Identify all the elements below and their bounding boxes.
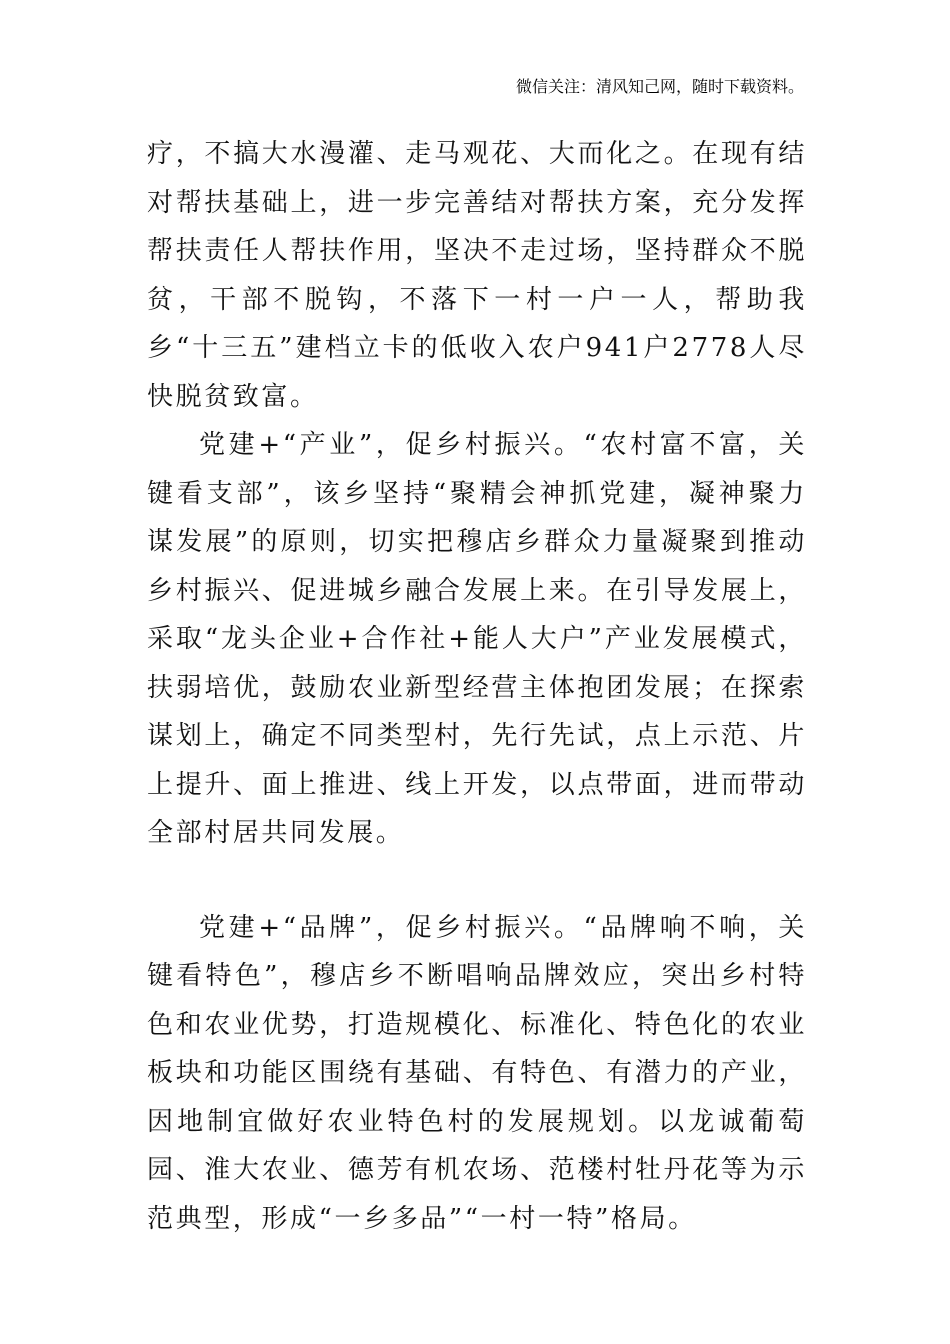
paragraph-gap <box>147 858 807 904</box>
document-body <box>147 130 807 1243</box>
paragraph-party-building-industry: 党建+“产业”，促乡村振兴。“农村富不富，关键看支部”，该乡坚持“聚精会神抓党建，凝神聚力谋发展”的原则，切实把穆店乡群众力量凝聚到推动乡村振兴、促进城乡融合发展上来。在引导发展上，采取“龙头企业+合作社+能人大户”产业发展模式，扶弱培优，鼓励农业新型经营主体抱团发展；在探索谋划上，确定不同类型村，先行先试，点上示范、片上提升、面上推进、线上开发，以点带面，进而带动全部村居共同发展。 <box>147 430 807 848</box>
paragraph-poverty-assistance: 疗，不搞大水漫灌、走马观花、大而化之。在现有结对帮扶基础上，进一步完善结对帮扶方案，充分发挥帮扶责任人帮扶作用，坚决不走过场，坚持群众不脱贫，干部不脱钩，不落下一村一户一人，帮助我乡“十三五”建档立卡的低收入农户941户2778人尽快脱贫致富。 <box>147 139 807 412</box>
paragraph-party-building-brand: 党建+“品牌”，促乡村振兴。“品牌响不响，关键看特色”，穆店乡不断唱响品牌效应，突出乡村特色和农业优势，打造规模化、标准化、特色化的农业板块和功能区围绕有基础、有特色、有潜力的产业，因地制宜做好农业特色村的发展规划。以龙诚葡萄园、淮大农业、德芳有机农场、范楼村牡丹花等为示范典型，形成“一乡多品”“一村一特”格局。 <box>147 912 807 1234</box>
header-note: 微信关注：清风知己网，随时下载资料。 <box>515 77 804 96</box>
